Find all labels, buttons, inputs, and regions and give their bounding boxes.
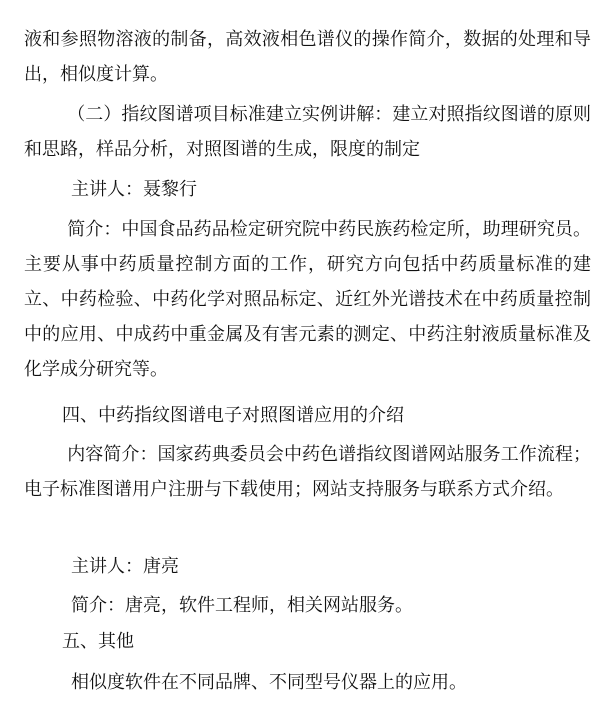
section-2-heading: （二）指纹图谱项目标准建立实例讲解：建立对照指纹图谱的原则和思路，样品分析，对照图谱的生成，限度的制定: [24, 104, 591, 160]
section-4-heading: 四、中药指纹图谱电子对照图谱应用的介绍: [62, 405, 404, 426]
section-4-speaker: 主讲人：唐亮: [71, 556, 179, 577]
section-4-content: 内容简介：国家药典委员会中药色谱指纹图谱网站服务工作流程；电子标准图谱用户注册与下载使用；网站支持服务与联系方式介绍。: [24, 444, 591, 500]
section-2-speaker: 主讲人：聂黎行: [71, 179, 197, 200]
section-5-heading: 五、其他: [62, 631, 134, 652]
section-5-content: 相似度软件在不同品牌、不同型号仪器上的应用。: [71, 672, 467, 693]
paragraph-sample-preparation: 液和参照物溶液的制备，高效液相色谱仪的操作简介，数据的处理和导出，相似度计算。: [24, 29, 591, 85]
section-2-speaker-intro: 简介：中国食品药品检定研究院中药民族药检定所，助理研究员。主要从事中药质量控制方面的工作，研究方向包括中药质量标准的建立、中药检验、中药化学对照品标定、近红外光谱技术在中药质量控制中的应用、中成药中重金属及有害元素的测定、中药注射液质量标准及化学成分研究等。: [24, 219, 591, 380]
section-4-speaker-intro: 简介：唐亮，软件工程师，相关网站服务。: [71, 595, 413, 616]
